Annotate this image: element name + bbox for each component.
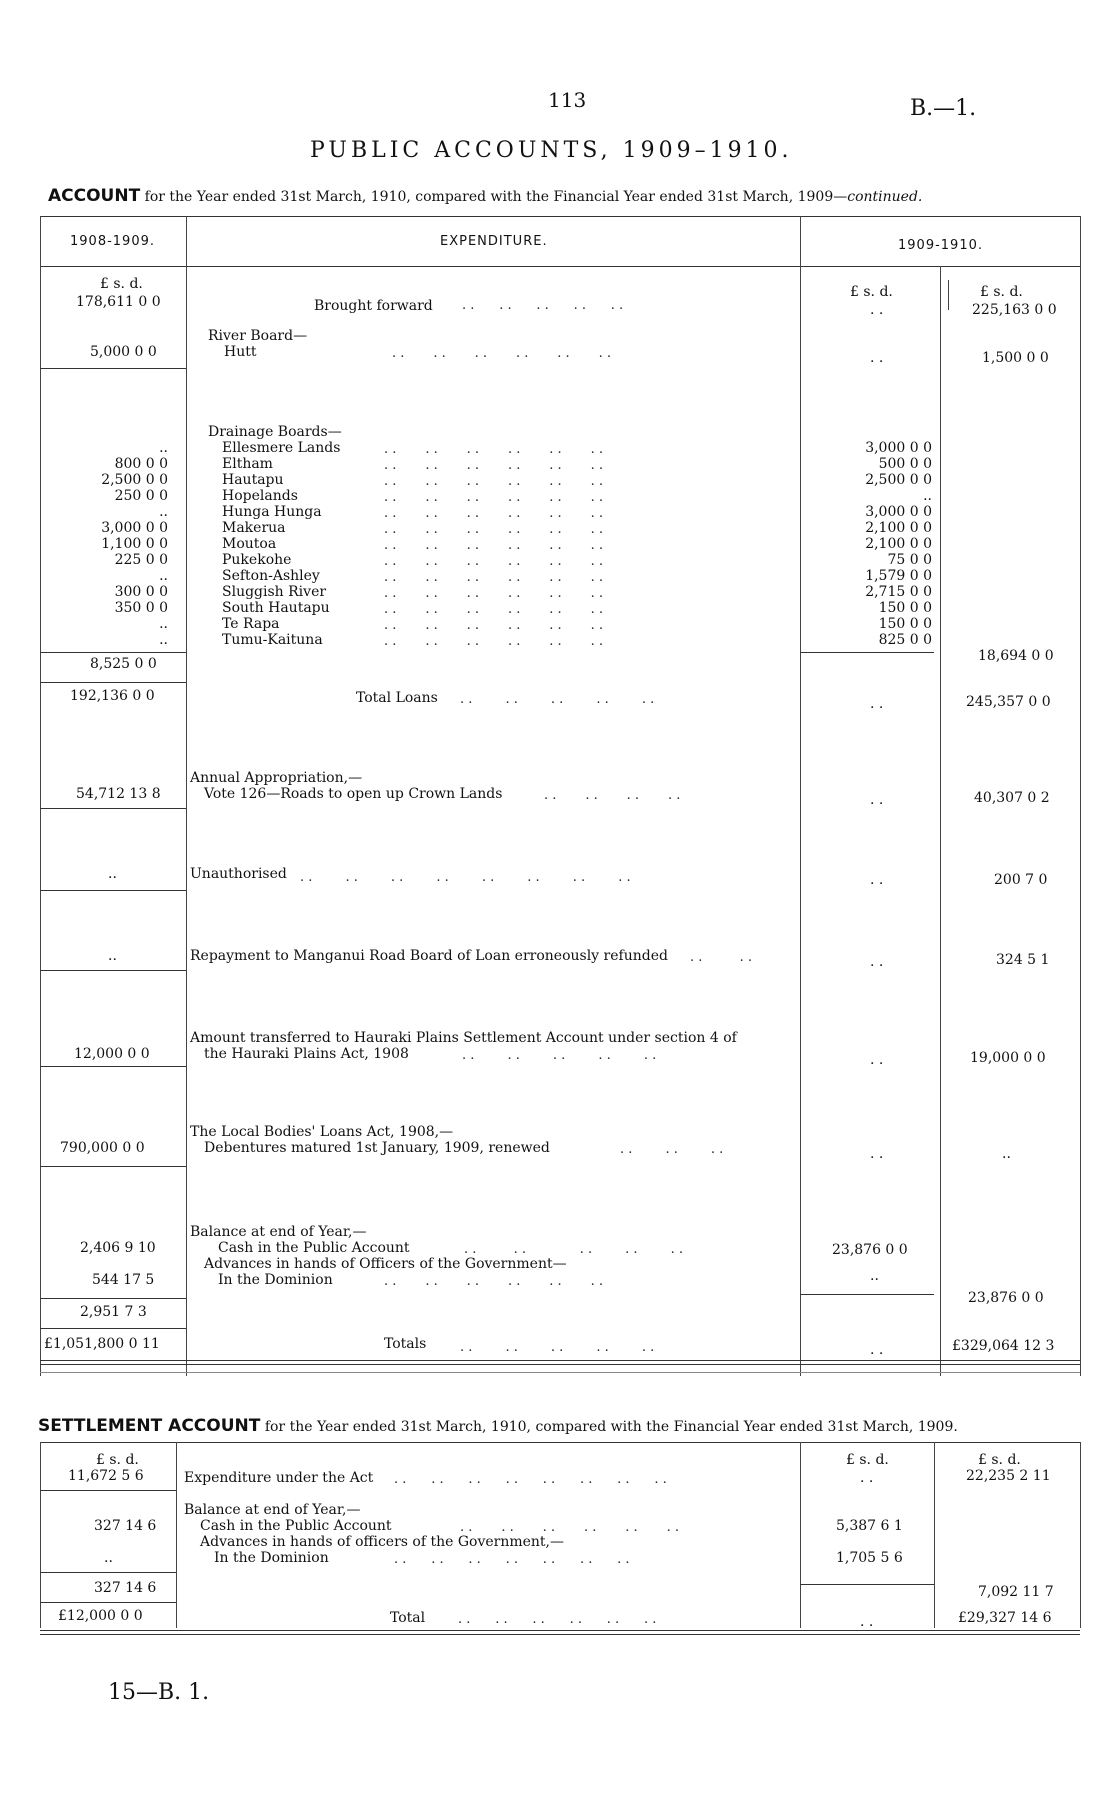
brought-forward-label: Brought forward: [314, 298, 433, 314]
drainage-curr-value: 500 0 0: [878, 456, 932, 472]
drainage-prev-value: 800 0 0: [114, 456, 168, 472]
totals-prev: £1,051,800 0 11: [44, 1336, 160, 1352]
hauraki-label-line2: the Hauraki Plains Act, 1908: [204, 1046, 409, 1062]
column-header-1908-1909: 1908-1909.: [70, 234, 155, 249]
settlement-total-label: Total: [390, 1610, 426, 1626]
leader-dots: . . . . . . . . . . . .: [384, 458, 604, 473]
drainage-total-prev: 8,525 0 0: [90, 656, 157, 672]
account-title-text: for the Year ended 31st March, 1910, compared with the Financial Year ended 31st March, 1909—: [144, 189, 848, 205]
settlement-expenditure-mid: . .: [860, 1470, 874, 1486]
settlement-total-mid: . .: [860, 1614, 874, 1630]
settlement-dominion-prev: ..: [104, 1550, 113, 1566]
settlement-total-curr: £29,327 14 6: [958, 1610, 1052, 1626]
page-number: 113: [548, 88, 587, 112]
drainage-curr-value: 2,500 0 0: [865, 472, 932, 488]
drainage-board-name: Eltham: [222, 456, 273, 472]
hauraki-label-line1: Amount transferred to Hauraki Plains Settlement Account under section 4 of: [190, 1030, 737, 1046]
settlement-cash-prev: 327 14 6: [94, 1518, 157, 1534]
settlement-advances-label: Advances in hands of officers of the Government,—: [200, 1534, 564, 1550]
settlement-unit-mid: £ s. d.: [846, 1452, 889, 1468]
account-title: [48, 186, 922, 206]
drainage-board-name: Sefton-Ashley: [222, 568, 320, 584]
local-bodies-loans-prev: 790,000 0 0: [60, 1140, 145, 1156]
cash-label: Cash in the Public Account: [218, 1240, 410, 1256]
settlement-unit-prev: £ s. d.: [96, 1452, 139, 1468]
cash-prev: 2,406 9 10: [80, 1240, 156, 1256]
drainage-curr-value: 1,579 0 0: [865, 568, 932, 584]
page-title: PUBLIC ACCOUNTS, 1909–1910.: [310, 138, 793, 163]
drainage-prev-value: ..: [159, 504, 168, 520]
leader-dots: . . . . . . . . . . . .: [384, 490, 604, 505]
hauraki-mid: . .: [870, 1052, 884, 1068]
totals-curr: £329,064 12 3: [952, 1338, 1055, 1354]
account-title-continued: continued.: [847, 189, 923, 205]
drainage-board-name: Ellesmere Lands: [222, 440, 341, 456]
drainage-prev-value: 250 0 0: [114, 488, 168, 504]
hutt-curr: 1,500 0 0: [982, 350, 1049, 366]
local-bodies-loans-mid: . .: [870, 1146, 884, 1162]
local-bodies-loans-curr: ..: [1002, 1146, 1011, 1162]
advances-label: Advances in hands of Officers of the Government—: [204, 1256, 567, 1272]
drainage-board-name: Te Rapa: [222, 616, 280, 632]
drainage-board-name: Sluggish River: [222, 584, 327, 600]
river-board-heading: River Board—: [208, 328, 308, 344]
drainage-curr-value: 150 0 0: [878, 600, 932, 616]
total-loans-label: Total Loans: [356, 690, 438, 706]
hutt-label: Hutt: [224, 344, 257, 360]
repayment-mid: . .: [870, 954, 884, 970]
drainage-prev-value: 1,100 0 0: [101, 536, 168, 552]
drainage-prev-value: ..: [159, 632, 168, 648]
drainage-board-name: South Hautapu: [222, 600, 330, 616]
brought-forward-prev: 178,611 0 0: [76, 294, 161, 310]
account-title-bold: ACCOUNT: [48, 186, 141, 206]
local-bodies-loans-label-line2: Debentures matured 1st January, 1909, renewed: [204, 1140, 550, 1156]
vote-126-prev: 54,712 13 8: [76, 786, 161, 802]
drainage-prev-value: 2,500 0 0: [101, 472, 168, 488]
settlement-title-text: for the Year ended 31st March, 1910, compared with the Financial Year ended 31st March, 1909.: [264, 1419, 958, 1435]
drainage-curr-value: ..: [923, 488, 932, 504]
drainage-curr-value: 825 0 0: [878, 632, 932, 648]
drainage-prev-value: ..: [159, 440, 168, 456]
repayment-label: Repayment to Manganui Road Board of Loan erroneously refunded: [190, 948, 668, 964]
drainage-curr-value: 2,100 0 0: [865, 536, 932, 552]
hauraki-curr: 19,000 0 0: [970, 1050, 1046, 1066]
footer-reference: 15—B. 1.: [108, 1680, 210, 1705]
drainage-curr-value: 3,000 0 0: [865, 440, 932, 456]
unit-header-curr-b: £ s. d.: [980, 284, 1023, 300]
leader-dots: . . . . . . . . . . . .: [384, 634, 604, 649]
column-header-1909-1910: 1909-1910.: [898, 238, 983, 253]
settlement-expenditure-label: Expenditure under the Act: [184, 1470, 374, 1486]
settlement-expenditure-prev: 11,672 5 6: [68, 1468, 144, 1484]
drainage-board-name: Moutoa: [222, 536, 277, 552]
total-loans-curr: 245,357 0 0: [966, 694, 1051, 710]
dominion-prev: 544 17 5: [92, 1272, 155, 1288]
settlement-balance-heading: Balance at end of Year,—: [184, 1502, 361, 1518]
unauthorised-mid: . .: [870, 872, 884, 888]
settlement-cash-mid: 5,387 6 1: [836, 1518, 903, 1534]
leader-dots: . . . . . . . . . . . .: [384, 506, 604, 521]
leader-dots: . . . . . . . . . . . .: [384, 522, 604, 537]
leader-dots: . . . . . . . . . . . .: [384, 554, 604, 569]
leader-dots: . . . . . . . . . . . .: [384, 570, 604, 585]
column-header-expenditure: EXPENDITURE.: [440, 234, 548, 249]
unauthorised-prev: ..: [108, 866, 117, 882]
leader-dots: . . . . . . . . . . . .: [384, 602, 604, 617]
unauthorised-curr: 200 7 0: [994, 872, 1048, 888]
series-reference: B.—1.: [910, 96, 977, 121]
leader-dots: . . . . . . . . . . . .: [384, 618, 604, 633]
drainage-prev-value: 3,000 0 0: [101, 520, 168, 536]
vote-126-label: Vote 126—Roads to open up Crown Lands: [204, 786, 503, 802]
leader-dots: . . . . . . . . . . . .: [384, 474, 604, 489]
settlement-dominion-mid: 1,705 5 6: [836, 1550, 903, 1566]
drainage-board-name: Makerua: [222, 520, 286, 536]
drainage-curr-value: 75 0 0: [887, 552, 932, 568]
drainage-curr-value: 3,000 0 0: [865, 504, 932, 520]
settlement-unit-curr: £ s. d.: [978, 1452, 1021, 1468]
annual-appropriation-heading: Annual Appropriation,—: [190, 770, 363, 786]
drainage-board-name: Hautapu: [222, 472, 284, 488]
total-loans-mid: . .: [870, 696, 884, 712]
drainage-board-name: Hopelands: [222, 488, 298, 504]
drainage-curr-value: 2,715 0 0: [865, 584, 932, 600]
drainage-curr-value: 150 0 0: [878, 616, 932, 632]
unit-header-curr-a: £ s. d.: [850, 284, 893, 300]
drainage-board-name: Tumu-Kaituna: [222, 632, 323, 648]
drainage-prev-value: ..: [159, 568, 168, 584]
vote-126-mid: . .: [870, 792, 884, 808]
settlement-balance-total-curr: 7,092 11 7: [978, 1584, 1054, 1600]
drainage-board-name: Pukekohe: [222, 552, 292, 568]
brought-forward-mid: . .: [870, 302, 884, 318]
dominion-mid: ..: [870, 1268, 879, 1284]
drainage-prev-value: ..: [159, 616, 168, 632]
settlement-title-bold: SETTLEMENT ACCOUNT: [38, 1416, 261, 1436]
hauraki-prev: 12,000 0 0: [74, 1046, 150, 1062]
settlement-dominion-label: In the Dominion: [214, 1550, 329, 1566]
drainage-prev-value: 350 0 0: [114, 600, 168, 616]
total-loans-prev: 192,136 0 0: [70, 688, 155, 704]
brought-forward-curr: 225,163 0 0: [972, 302, 1057, 318]
totals-mid: . .: [870, 1342, 884, 1358]
vote-126-curr: 40,307 0 2: [974, 790, 1050, 806]
balance-total-curr: 23,876 0 0: [968, 1290, 1044, 1306]
unit-header-prev: £ s. d.: [100, 276, 143, 292]
totals-label: Totals: [384, 1336, 427, 1352]
repayment-curr: 324 5 1: [996, 952, 1050, 968]
cash-mid: 23,876 0 0: [832, 1242, 908, 1258]
hutt-mid: . .: [870, 350, 884, 366]
balance-total-prev: 2,951 7 3: [80, 1304, 147, 1320]
settlement-account-title: [38, 1416, 958, 1436]
leader-dots: . . . . . . . . . . . .: [384, 538, 604, 553]
drainage-board-name: Hunga Hunga: [222, 504, 322, 520]
settlement-expenditure-curr: 22,235 2 11: [966, 1468, 1051, 1484]
repayment-prev: ..: [108, 948, 117, 964]
leader-dots: . . . . . . . . . . . .: [384, 586, 604, 601]
drainage-heading: Drainage Boards—: [208, 424, 342, 440]
leader-dots: . . . . . . . . . . . .: [384, 442, 604, 457]
local-bodies-loans-label-line1: The Local Bodies' Loans Act, 1908,—: [190, 1124, 454, 1140]
balance-heading: Balance at end of Year,—: [190, 1224, 367, 1240]
drainage-prev-value: 225 0 0: [114, 552, 168, 568]
unauthorised-label: Unauthorised: [190, 866, 287, 882]
dominion-label: In the Dominion: [218, 1272, 333, 1288]
drainage-total-curr: 18,694 0 0: [978, 648, 1054, 664]
hutt-prev: 5,000 0 0: [90, 344, 157, 360]
drainage-curr-value: 2,100 0 0: [865, 520, 932, 536]
drainage-prev-value: 300 0 0: [114, 584, 168, 600]
settlement-total-prev: £12,000 0 0: [58, 1608, 143, 1624]
settlement-balance-total-prev: 327 14 6: [94, 1580, 157, 1596]
settlement-cash-label: Cash in the Public Account: [200, 1518, 392, 1534]
